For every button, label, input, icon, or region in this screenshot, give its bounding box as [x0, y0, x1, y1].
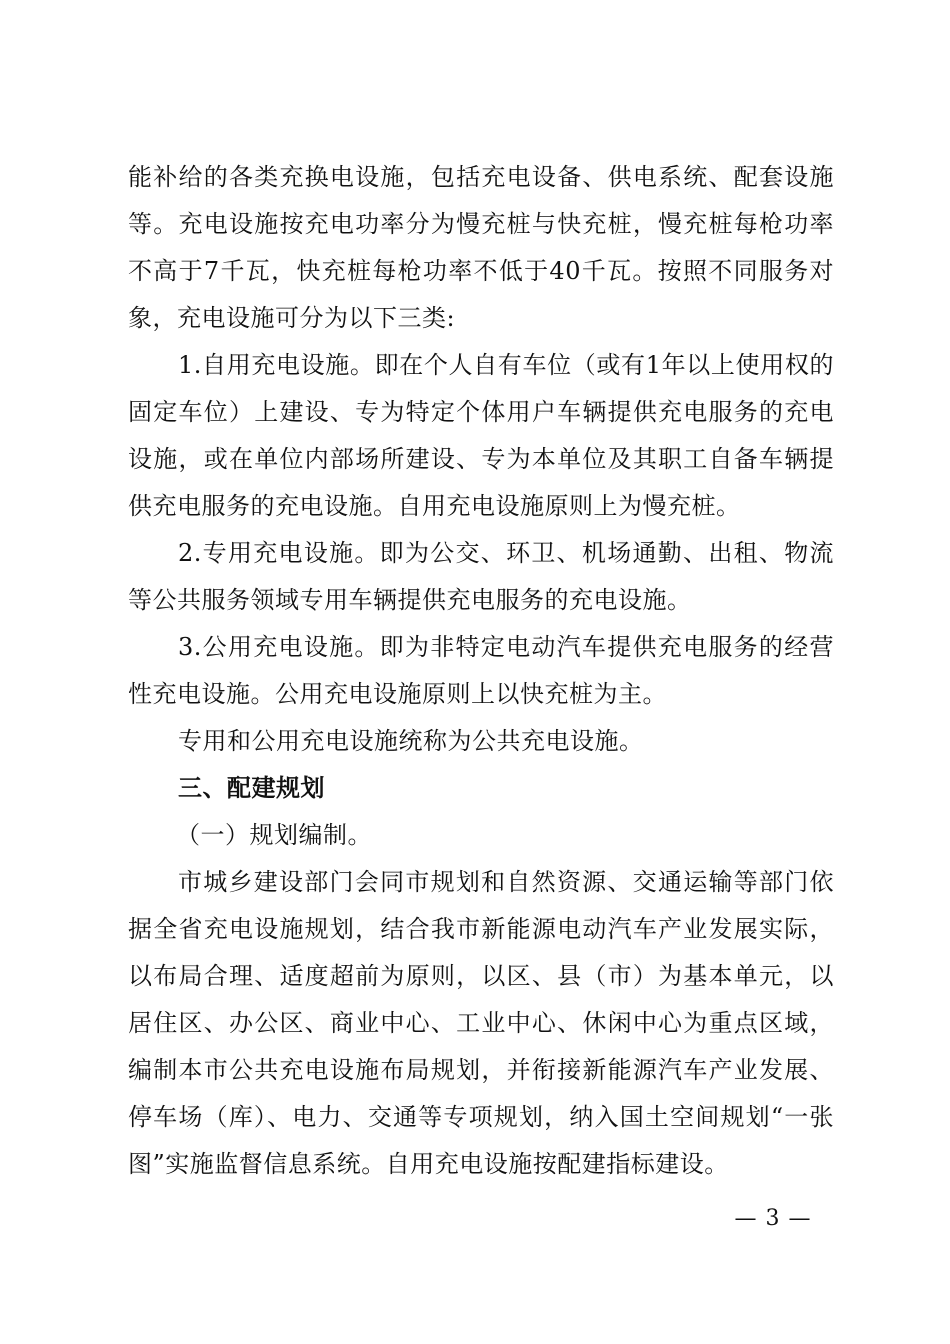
subsection-heading: （一）规划编制。	[176, 821, 372, 849]
paragraph-planning: 市城乡建设部门会同市规划和自然资源、交通运输等部门依据全省充电设施规划，结合我市新能源电动汽车产业发展实际，以布局合理、适度超前为原则，以区、县（市）为基本单元，以居住区、办公区、商业中心、工业中心、休闲中心为重点区域，编制本市公共充电设施布局规划，并衔接新能源汽车产业发展、停车场（库）、电力、交通等专项规划，纳入国土空间规划“一张图”实施监督信息系统。自用充电设施按配建指标建设。	[128, 868, 834, 1178]
paragraph-dedicated-charging: 2.专用充电设施。即为公交、环卫、机场通勤、出租、物流等公共服务领域专用车辆提供充电服务的充电设施。	[128, 539, 834, 614]
paragraph-public-charging: 3.公用充电设施。即为非特定电动汽车提供充电服务的经营性充电设施。公用充电设施原则上以快充桩为主。	[128, 633, 834, 708]
document-body	[128, 154, 834, 1188]
page-number: — 3 —	[734, 1206, 812, 1231]
section-heading: 三、配建规划	[178, 774, 325, 802]
paragraph-private-charging: 1.自用充电设施。即在个人自有车位（或有1年以上使用权的固定车位）上建设、专为特定个体用户车辆提供充电服务的充电设施，或在单位内部场所建设、专为本单位及其职工自备车辆提供充电服务的充电设施。自用充电设施原则上为慢充桩。	[128, 351, 834, 520]
paragraph-charging-types: 能补给的各类充换电设施，包括充电设备、供电系统、配套设施等。充电设施按充电功率分为慢充桩与快充桩，慢充桩每枪功率不高于7千瓦，快充桩每枪功率不低于40千瓦。按照不同服务对象，充电设施可分为以下三类:	[128, 163, 834, 332]
paragraph-public-definition: 专用和公用充电设施统称为公共充电设施。	[178, 727, 644, 755]
